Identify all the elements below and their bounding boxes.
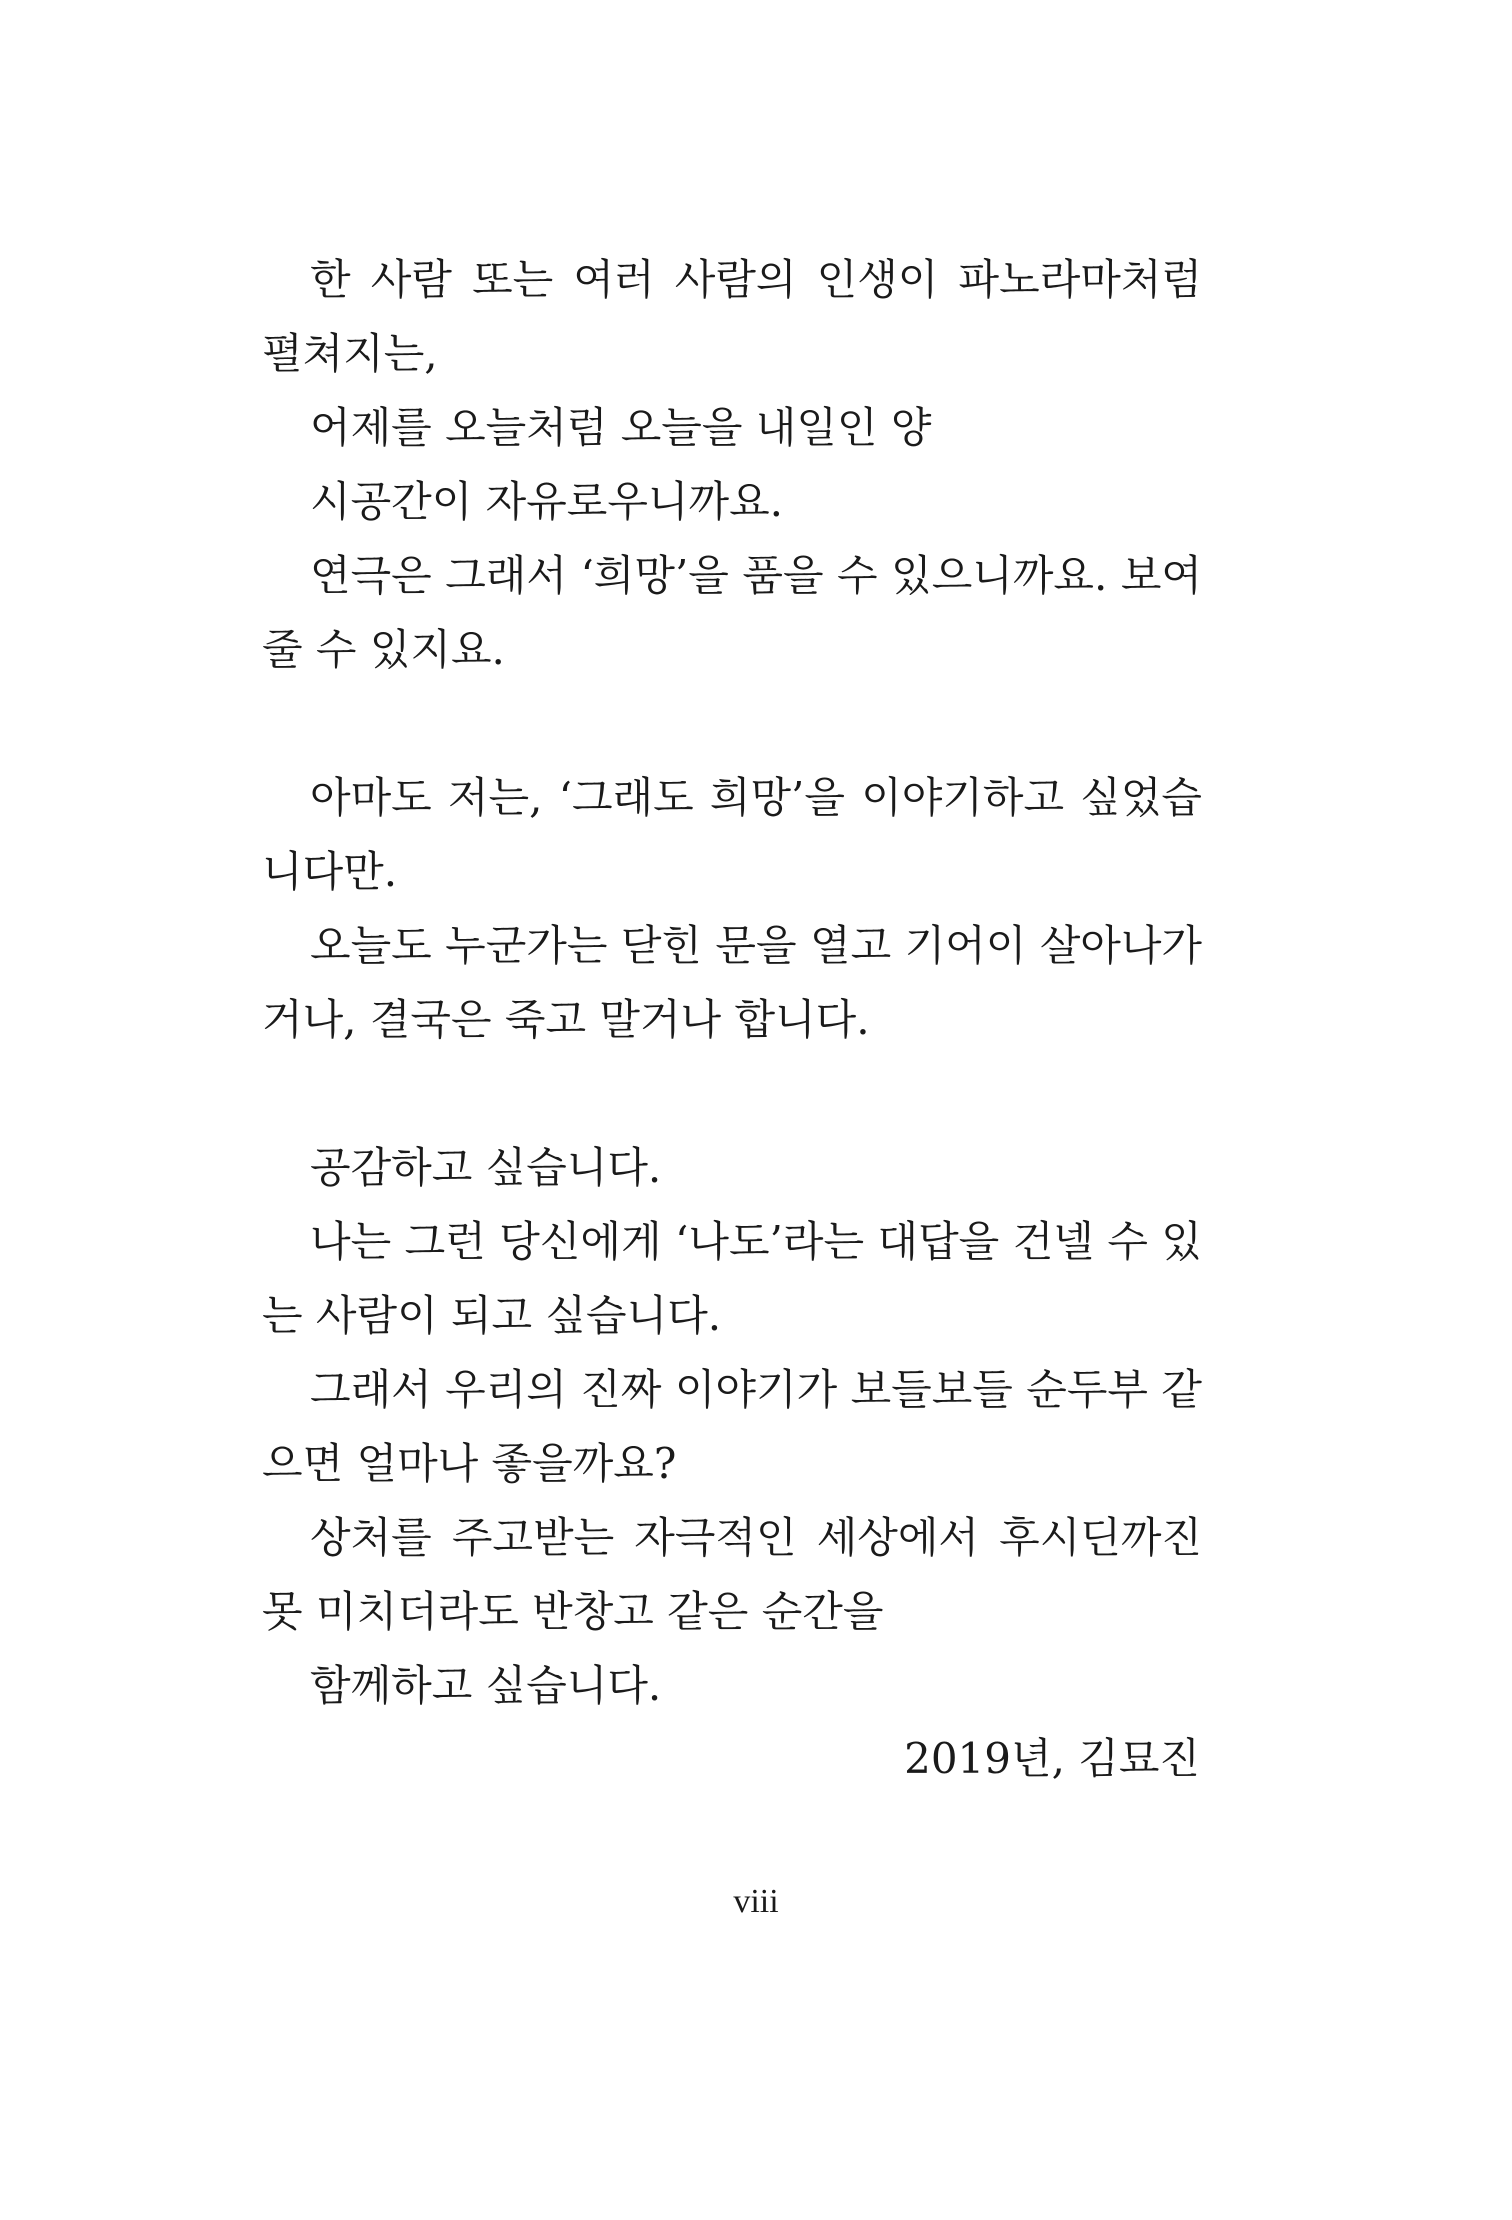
paragraph: 오늘도 누군가는 닫힌 문을 열고 기어이 살아나가거나, 결국은 죽고 말거나 합니다. [262,921,1202,1044]
author-signature: 2019년, 김묘진 [904,1734,1200,1783]
paragraph: 나는 그런 당신에게 ‘나도’라는 대답을 건넬 수 있는 사람이 되고 싶습니다. [262,1217,1202,1340]
body-text [262,243,1202,1723]
paragraph: 아마도 저는, ‘그래도 희망’을 이야기하고 싶었습니다만. [262,773,1202,896]
paragraph-spacer [262,1057,1202,1131]
paragraph: 어제를 오늘처럼 오늘을 내일인 양 [310,403,932,452]
paragraph: 그래서 우리의 진짜 이야기가 보들보들 순두부 같으면 얼마나 좋을까요? [262,1365,1202,1488]
paragraph: 함께하고 싶습니다. [310,1661,662,1710]
paragraph: 상처를 주고받는 자극적인 세상에서 후시딘까진 못 미치더라도 반창고 같은 순간을 [262,1513,1202,1636]
paragraph: 공감하고 싶습니다. [310,1143,662,1192]
paragraph: 연극은 그래서 ‘희망’을 품을 수 있으니까요. 보여 줄 수 있지요. [262,551,1202,674]
page-number: viii [733,1883,779,1920]
paragraph-spacer [262,687,1202,761]
paragraph: 한 사람 또는 여러 사람의 인생이 파노라마처럼 펼쳐지는, [262,255,1202,378]
paragraph: 시공간이 자유로우니까요. [310,477,783,526]
